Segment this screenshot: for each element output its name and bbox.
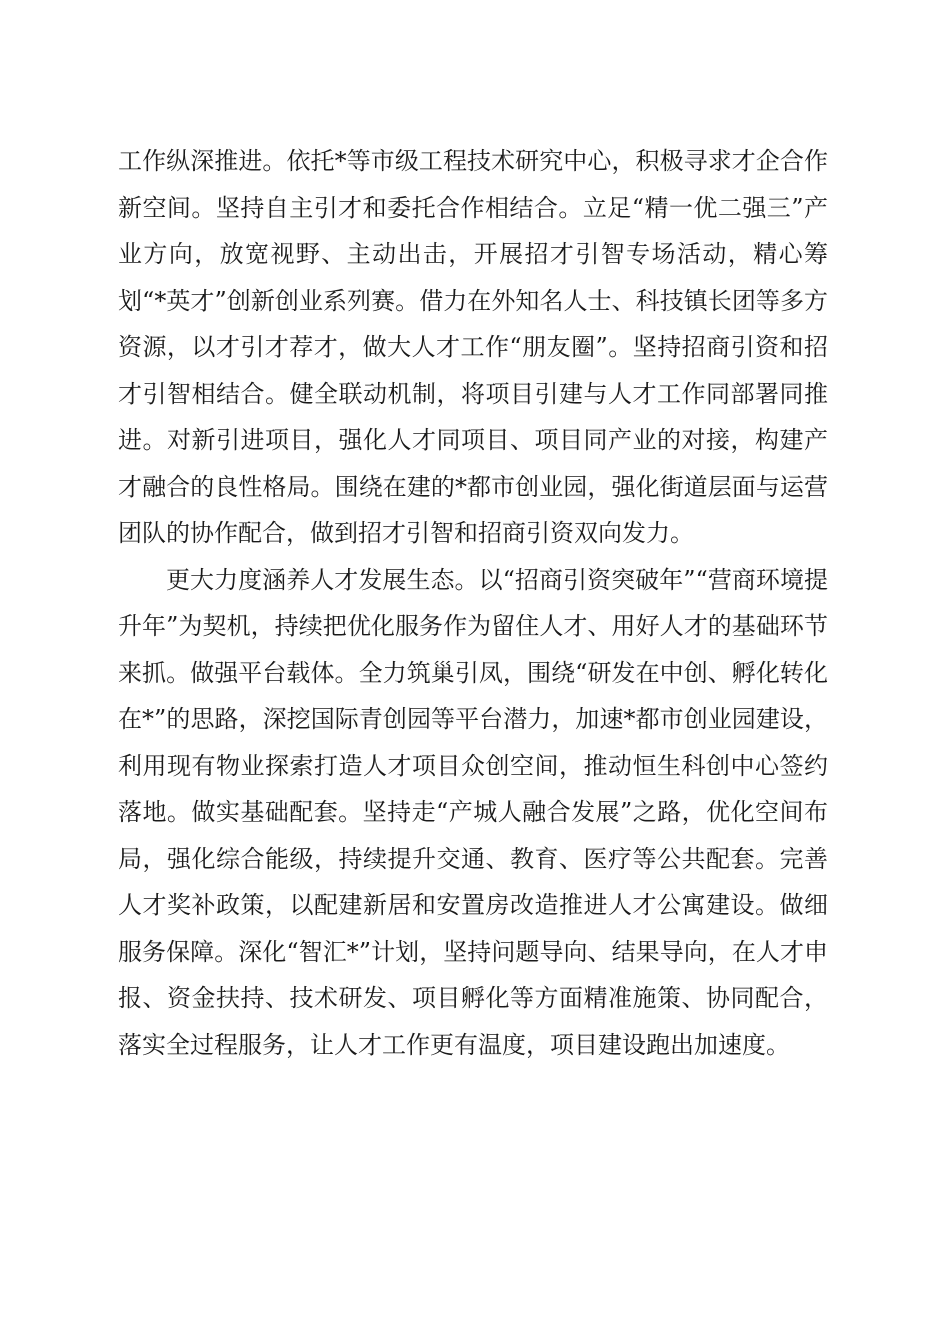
document-body — [118, 138, 828, 1068]
paragraph-talent-attraction: 工作纵深推进。依托*等市级工程技术研究中心，积极寻求才企合作新空间。坚持自主引才和委托合作相结合。立足“精一优二强三”产业方向，放宽视野、主动出击，开展招才引智专场活动，精心筹划“*英才”创新创业系列赛。借力在外知名人士、科技镇长团等多方资源，以才引才荐才，做大人才工作“朋友圈”。坚持招商引资和招才引智相结合。健全联动机制，将项目引建与人才工作同部署同推进。对新引进项目，强化人才同项目、项目同产业的对接，构建产才融合的良性格局。围绕在建的*都市创业园，强化街道层面与运营团队的协作配合，做到招才引智和招商引资双向发力。 — [118, 147, 828, 547]
paragraph-talent-ecosystem: 更大力度涵养人才发展生态。以“招商引资突破年”“营商环境提升年”为契机，持续把优化服务作为留住人才、用好人才的基础环节来抓。做强平台载体。全力筑巢引凤，围绕“研发在中创、孵化转化在*”的思路，深挖国际青创园等平台潜力，加速*都市创业园建设，利用现有物业探索打造人才项目众创空间，推动恒生科创中心签约落地。做实基础配套。坚持走“产城人融合发展”之路，优化空间布局，强化综合能级，持续提升交通、教育、医疗等公共配套。完善人才奖补政策，以配建新居和安置房改造推进人才公寓建设。做细服务保障。深化“智汇*”计划，坚持问题导向、结果导向，在人才申报、资金扶持、技术研发、项目孵化等方面精准施策、协同配合，落实全过程服务，让人才工作更有温度，项目建设跑出加速度。 — [118, 565, 828, 1059]
